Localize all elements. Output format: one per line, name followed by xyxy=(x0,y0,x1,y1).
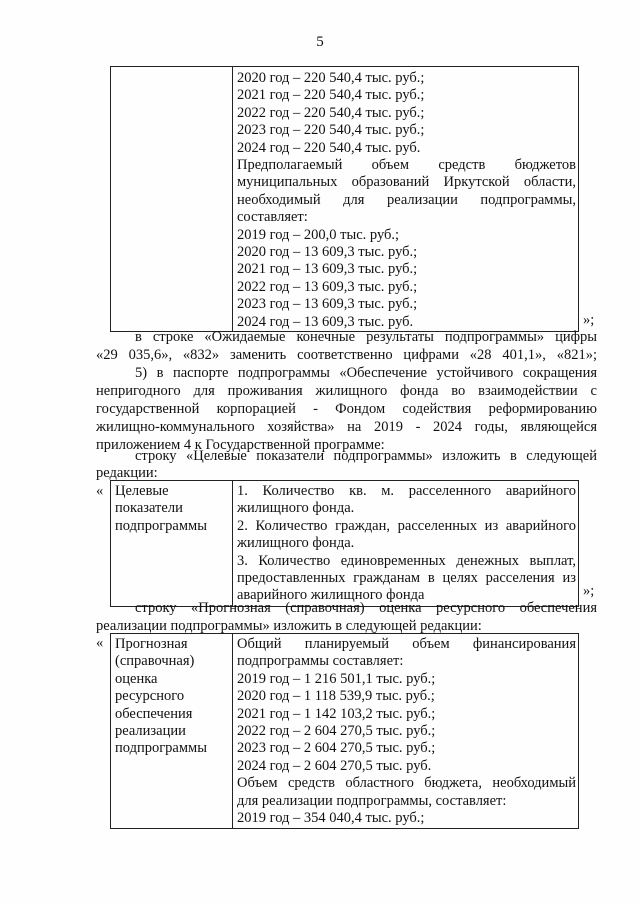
budget-line: 2024 год – 13 609,3 тыс. руб. xyxy=(237,313,414,330)
paragraph-line: непригодного для проживания жилищного фонда во взаимодействии с xyxy=(96,383,597,399)
budget-line: 2022 год – 220 540,4 тыс. руб.; xyxy=(237,104,425,121)
paragraph-line: 5) в паспорте подпрограммы «Обеспечение устойчивого сокращения xyxy=(135,365,597,381)
indicator-line: 3. Количество единовременных денежных выплат, xyxy=(237,552,576,569)
budget-line: 2020 год – 220 540,4 тыс. руб.; xyxy=(237,70,425,86)
budget-line: 2021 год – 1 142 103,2 тыс. руб.; xyxy=(237,705,436,722)
paragraph-line: государственной корпорацией - Фондом содействия реформированию xyxy=(96,401,597,417)
row-label-line: реализации xyxy=(115,723,186,740)
row-label-line: (справочная) xyxy=(115,653,195,670)
resource-forecast-table xyxy=(110,633,579,829)
paragraph-line: строку «Прогнозная (справочная) оценка ресурсного обеспечения xyxy=(135,600,597,616)
budget-line: 2020 год – 1 118 539,9 тыс. руб.; xyxy=(237,688,435,705)
budget-line: 2024 год – 2 604 270,5 тыс. руб. xyxy=(237,757,432,774)
forecast-line: подпрограммы составляет: xyxy=(237,653,404,670)
table-right-cell xyxy=(233,67,579,332)
indicator-line: жилищного фонда. xyxy=(237,500,355,517)
indicator-line: 1. Количество кв. м. расселенного аварийного xyxy=(237,483,576,499)
budget-line: 2021 год – 13 609,3 тыс. руб.; xyxy=(237,261,418,278)
indicator-line: жилищного фонда. xyxy=(237,535,355,552)
indicator-line: 2. Количество граждан, расселенных из аварийного xyxy=(237,517,576,534)
page-number: 5 xyxy=(316,34,324,50)
budget-line: 2023 год – 13 609,3 тыс. руб.; xyxy=(237,296,418,313)
forecast-line: Объем средств областного бюджета, необходимый xyxy=(237,775,576,792)
budget-line: 2022 год – 13 609,3 тыс. руб.; xyxy=(237,278,418,295)
row-label-line: показатели xyxy=(115,500,183,517)
indicator-line: аварийного жилищного фонда xyxy=(237,587,425,604)
budget-line: 2024 год – 220 540,4 тыс. руб. xyxy=(237,139,421,156)
budget-line: 2021 год – 220 540,4 тыс. руб.; xyxy=(237,87,425,104)
opening-quote: « xyxy=(96,483,104,499)
paragraph-line: «29 035,6», «832» заменить соответственно цифрами «28 401,1», «821»; xyxy=(96,347,597,363)
row-label-line: подпрограммы xyxy=(115,517,207,534)
closing-quote: »; xyxy=(583,583,595,599)
paragraph-line: строку «Целевые показатели подпрограммы» изложить в следующей xyxy=(135,448,597,464)
row-label-line: оценка xyxy=(115,670,158,687)
opening-quote: « xyxy=(96,635,104,651)
budget-line: 2019 год – 354 040,4 тыс. руб.; xyxy=(237,810,425,827)
budget-line: 2023 год – 220 540,4 тыс. руб.; xyxy=(237,122,425,139)
row-label-line: Целевые xyxy=(115,483,169,499)
budget-line: 2019 год – 200,0 тыс. руб.; xyxy=(237,226,400,243)
paragraph-line: в строке «Ожидаемые конечные результаты подпрограммы» цифры xyxy=(135,329,597,345)
row-label-line: обеспечения xyxy=(115,705,193,722)
paragraph-line: реализации подпрограммы» изложить в следующей редакции: xyxy=(96,618,482,634)
text-line: составляет: xyxy=(237,209,308,226)
forecast-line: Общий планируемый объем финансирования xyxy=(237,636,576,652)
budget-line: 2019 год – 1 216 501,1 тыс. руб.; xyxy=(237,670,436,687)
paragraph-line: редакции: xyxy=(96,465,158,481)
table-left-cell xyxy=(111,67,233,332)
forecast-line: для реализации подпрограммы, составляет: xyxy=(237,792,507,809)
row-label-line: ресурсного xyxy=(115,688,185,705)
indicator-line: предоставленных гражданам в целях расселения из xyxy=(237,570,576,587)
funding-table-continued xyxy=(110,66,579,332)
budget-line: 2022 год – 2 604 270,5 тыс. руб.; xyxy=(237,723,436,740)
text-line: муниципальных образований Иркутской области, xyxy=(237,174,576,191)
row-label-line: Прогнозная xyxy=(115,636,188,652)
table-right-cell xyxy=(233,481,579,607)
paragraph-line: жилищно-коммунального хозяйства» на 2019 - 2024 годы, являющейся xyxy=(96,419,597,435)
budget-line: 2020 год – 13 609,3 тыс. руб.; xyxy=(237,244,418,261)
table-left-cell xyxy=(111,481,233,607)
table-right-cell xyxy=(233,634,579,829)
text-line: Предполагаемый объем средств бюджетов xyxy=(237,157,576,174)
row-label-line: подпрограммы xyxy=(115,740,207,757)
text-line: необходимый для реализации подпрограммы, xyxy=(237,191,576,208)
budget-line: 2023 год – 2 604 270,5 тыс. руб.; xyxy=(237,740,436,757)
paragraph-line: приложением 4 к Государственной программе: xyxy=(96,437,385,453)
table-left-cell xyxy=(111,634,233,829)
closing-quote: »; xyxy=(583,312,595,328)
target-indicators-table xyxy=(110,480,579,607)
